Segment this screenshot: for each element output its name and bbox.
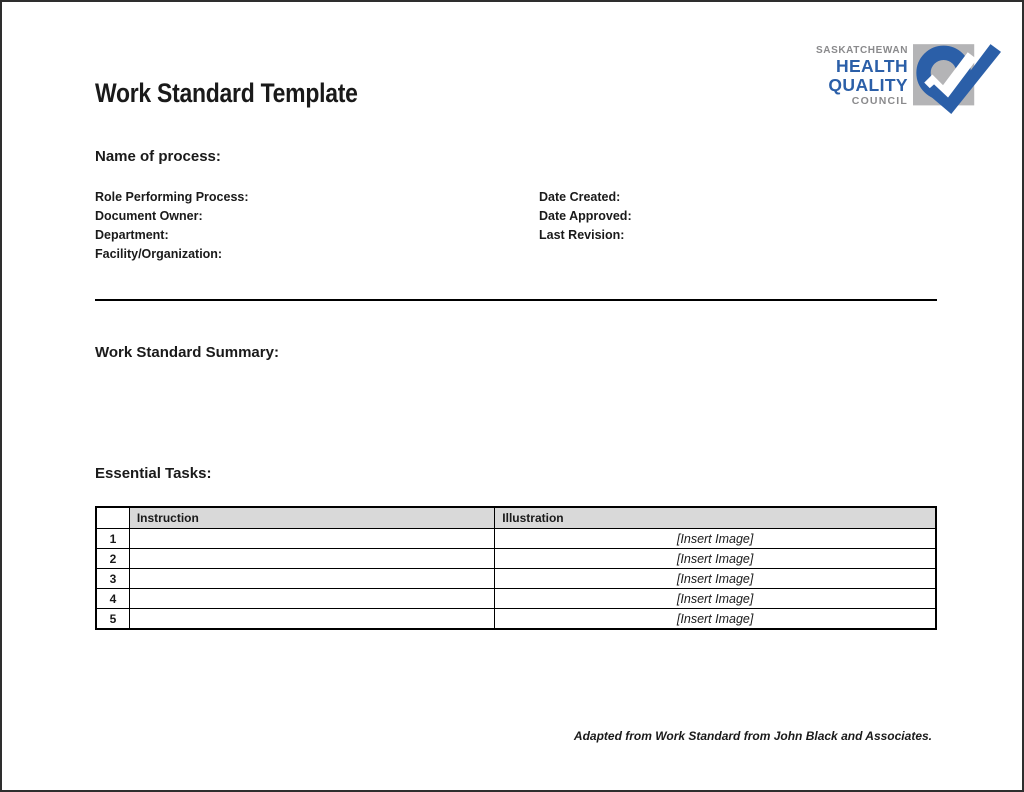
logo-line-health: HEALTH [835, 56, 909, 76]
hqc-logo [816, 44, 994, 123]
essential-tasks-table [95, 506, 937, 630]
date-approved-label: Date Approved: [539, 209, 632, 223]
hqc-logo-wordmark [816, 46, 908, 107]
header-cell-instruction: Instruction [129, 507, 494, 529]
logo-line-council: COUNCIL [851, 95, 909, 107]
illustration-cell[interactable]: [Insert Image] [495, 549, 936, 569]
instruction-cell[interactable] [129, 549, 494, 569]
name-of-process-label: Name of process: [95, 148, 221, 165]
logo-line-quality: QUALITY [828, 74, 909, 95]
page-title: Work Standard Template [95, 78, 358, 108]
header-cell-illustration: Illustration [495, 507, 936, 529]
work-standard-summary-label: Work Standard Summary: [95, 344, 279, 361]
instruction-cell[interactable] [129, 569, 494, 589]
row-number: 1 [96, 529, 129, 549]
table-row [96, 529, 936, 549]
last-revision-label: Last Revision: [539, 228, 625, 242]
instruction-cell[interactable] [129, 609, 494, 630]
row-number: 5 [96, 609, 129, 630]
meta-labels-left [95, 188, 249, 264]
instruction-cell[interactable] [129, 589, 494, 609]
row-number: 3 [96, 569, 129, 589]
illustration-cell[interactable]: [Insert Image] [495, 529, 936, 549]
meta-labels-right [539, 188, 632, 245]
table-row [96, 589, 936, 609]
facility-organization-label: Facility/Organization: [95, 247, 223, 261]
document-owner-label: Document Owner: [95, 209, 203, 223]
role-performing-process-label: Role Performing Process: [95, 190, 249, 204]
table-row [96, 569, 936, 589]
row-number: 4 [96, 589, 129, 609]
department-label: Department: [95, 228, 169, 242]
illustration-cell[interactable]: [Insert Image] [495, 609, 936, 630]
essential-tasks-label: Essential Tasks: [95, 465, 212, 482]
attribution-note: Adapted from Work Standard from John Black and Associates. [573, 729, 932, 743]
instruction-cell[interactable] [129, 529, 494, 549]
row-number: 2 [96, 549, 129, 569]
horizontal-divider [95, 299, 937, 301]
illustration-cell[interactable]: [Insert Image] [495, 589, 936, 609]
date-created-label: Date Created: [539, 190, 621, 204]
table-row [96, 609, 936, 630]
logo-line-saskatchewan: SASKATCHEWAN [816, 45, 909, 56]
table-row [96, 549, 936, 569]
q-checkmark-icon [913, 44, 1001, 123]
illustration-cell[interactable]: [Insert Image] [495, 569, 936, 589]
table-header-row [96, 507, 936, 529]
header-cell-blank [96, 507, 129, 529]
